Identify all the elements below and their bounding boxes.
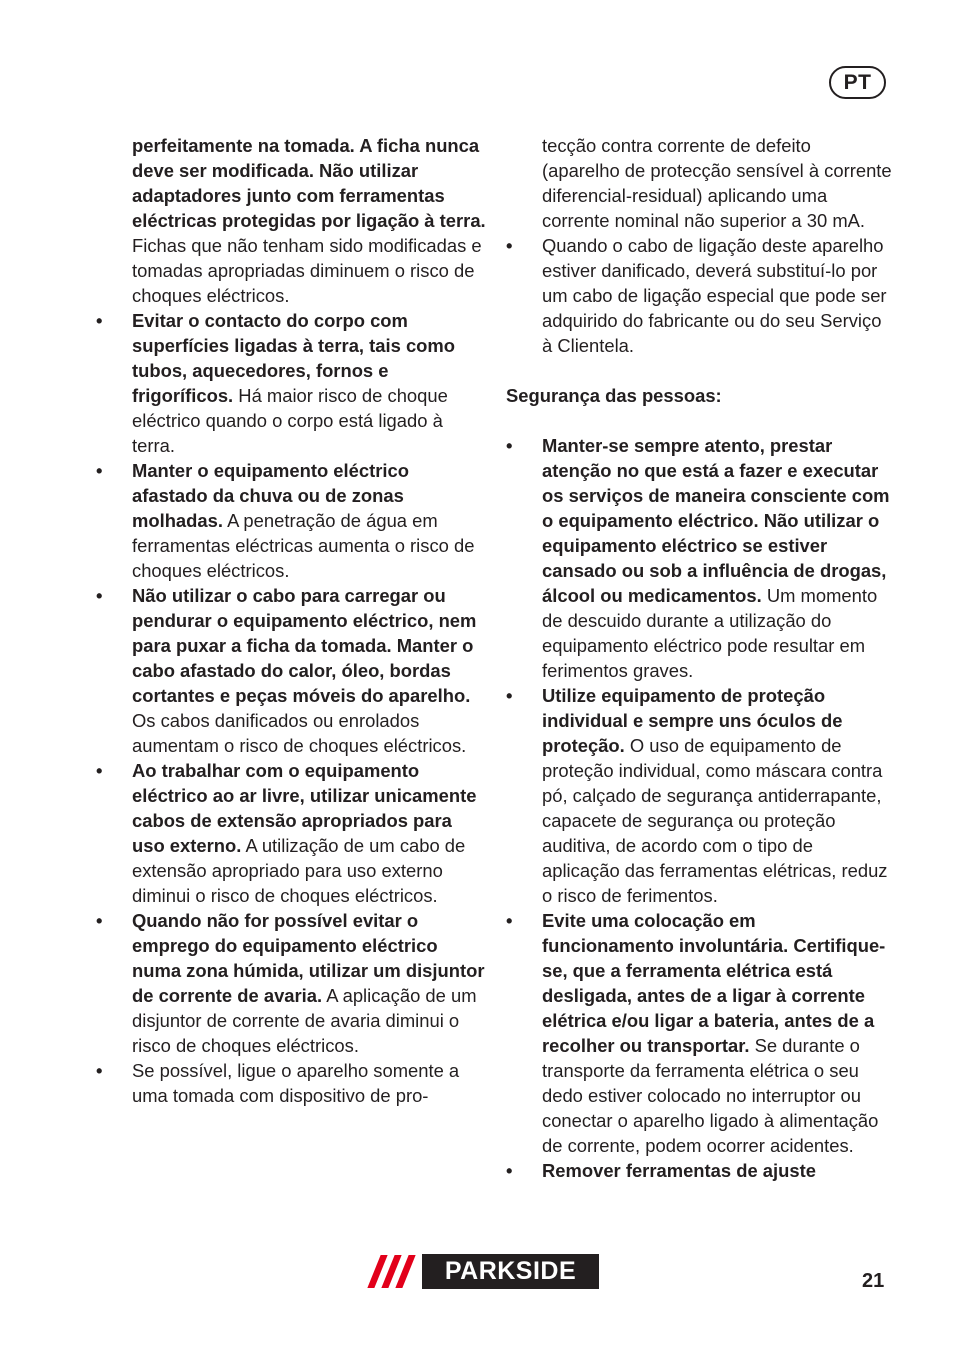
section-heading: Segurança das pessoas: (506, 385, 722, 406)
list-item (506, 683, 892, 908)
bullet-icon: • (96, 760, 103, 781)
list-item (96, 583, 488, 758)
item-bold-text: Remover ferramentas de ajuste (542, 1160, 816, 1181)
item-bold-text: Utilize equipamento de proteção individual e sempre uns óculos de proteção. (542, 685, 843, 756)
item-text: Se durante o transporte da ferramenta elétrica o seu dedo estiver colocado no interruptor ou conectar o aparelho ligado à alimentação de corrente, podem ocorrer acidentes. (542, 1035, 879, 1156)
bullet-icon: • (506, 435, 513, 456)
list-item (96, 908, 488, 1058)
bullet-icon: • (506, 235, 513, 256)
item-text: A aplicação de um disjuntor de corrente de avaria diminui o risco de choques eléctricos. (132, 985, 477, 1056)
bullet-icon: • (96, 910, 103, 931)
item-bold-text: Quando não for possível evitar o emprego do equipamento eléctrico numa zona húmida, utilizar um disjuntor de corrente de avaria. (132, 910, 485, 1006)
item-text: Se possível, ligue o aparelho somente a uma tomada com dispositivo de pro- (132, 1060, 460, 1106)
item-bold-text: Manter o equipamento eléctrico afastado da chuva ou de zonas molhadas. (132, 460, 409, 531)
continuation-paragraph: tecção contra corrente de defeito (aparelho de protecção sensível à corrente diferencial-residual) aplicando uma corrente nominal não superior a 30 mA. (542, 135, 892, 231)
left-column (96, 133, 488, 1108)
intro-paragraph (96, 133, 488, 308)
page-number: 21 (862, 1270, 885, 1292)
bullet-icon: • (506, 1160, 513, 1181)
item-bold-text: Evitar o contacto do corpo com superfícies ligadas à terra, tais como tubos, aquecedores, fornos e frigoríficos. (132, 310, 455, 406)
item-text: O uso de equipamento de proteção individual, como máscara contra pó, calçado de segurança antiderrapante, capacete de segurança ou proteção auditiva, de acordo com o tipo de aplicação das ferramentas elétricas, reduz o risco de ferimentos. (542, 735, 888, 906)
list-item (96, 1058, 488, 1108)
bullet-icon: • (96, 460, 103, 481)
intro-text: Fichas que não tenham sido modificadas e tomadas apropriadas diminuem o risco de choques eléctricos. (132, 235, 482, 306)
logo-stripes-icon (362, 1254, 422, 1289)
bullet-icon: • (96, 310, 103, 331)
list-item (506, 233, 892, 358)
item-text: Quando o cabo de ligação deste aparelho estiver danificado, deverá substituí-lo por um cabo de ligação especial que pode ser adquirido do fabricante ou do seu Serviço à Clientela. (542, 235, 887, 356)
item-text: Há maior risco de choque eléctrico quando o corpo está ligado à terra. (132, 385, 448, 456)
right-column (506, 133, 892, 1183)
bullet-icon: • (506, 685, 513, 706)
intro-bold-text: perfeitamente na tomada. A ficha nunca deve ser modificada. Não utilizar adaptadores junto com ferramentas eléctricas protegidas por ligação à terra. (132, 135, 486, 231)
bullet-icon: • (96, 1060, 103, 1081)
list-item (96, 308, 488, 458)
item-text: Um momento de descuido durante a utilização do equipamento eléctrico pode resultar em ferimentos graves. (542, 585, 878, 681)
parkside-logo (362, 1254, 599, 1289)
list-item (96, 458, 488, 583)
item-bold-text: Evite uma colocação em funcionamento involuntária. Certifique-se, que a ferramenta elétrica está desligada, antes de a ligar à corrente elétrica e/ou ligar a bateria, antes de a recolher ou transportar. (542, 910, 886, 1056)
item-text: A utilização de um cabo de extensão apropriado para uso externo diminui o risco de choques eléctricos. (132, 835, 466, 906)
list-item (506, 433, 892, 683)
item-bold-text: Ao trabalhar com o equipamento eléctrico ao ar livre, utilizar unicamente cabos de extensão apropriados para uso externo. (132, 760, 477, 856)
list-item (506, 1158, 892, 1183)
language-badge: PT (829, 66, 886, 99)
logo-text: PARKSIDE (422, 1254, 599, 1289)
list-item (96, 758, 488, 908)
item-text: A penetração de água em ferramentas eléctricas aumenta o risco de choques eléctricos. (132, 510, 475, 581)
item-bold-text: Manter-se sempre atento, prestar atenção no que está a fazer e executar os serviços de maneira consciente com o equipamento eléctrico. Não utilizar o equipamento eléctrico se estiver cansado ou sob a influência de drogas, álcool ou medicamentos. (542, 435, 890, 606)
bullet-icon: • (96, 585, 103, 606)
list-item (506, 908, 892, 1158)
item-bold-text: Não utilizar o cabo para carregar ou pendurar o equipamento eléctrico, nem para puxar a ficha da tomada. Manter o cabo afastado do calor, óleo, bordas cortantes e peças móveis do aparelho. (132, 585, 477, 706)
item-text: Os cabos danificados ou enrolados aumentam o risco de choques eléctricos. (132, 710, 467, 756)
bullet-icon: • (506, 910, 513, 931)
